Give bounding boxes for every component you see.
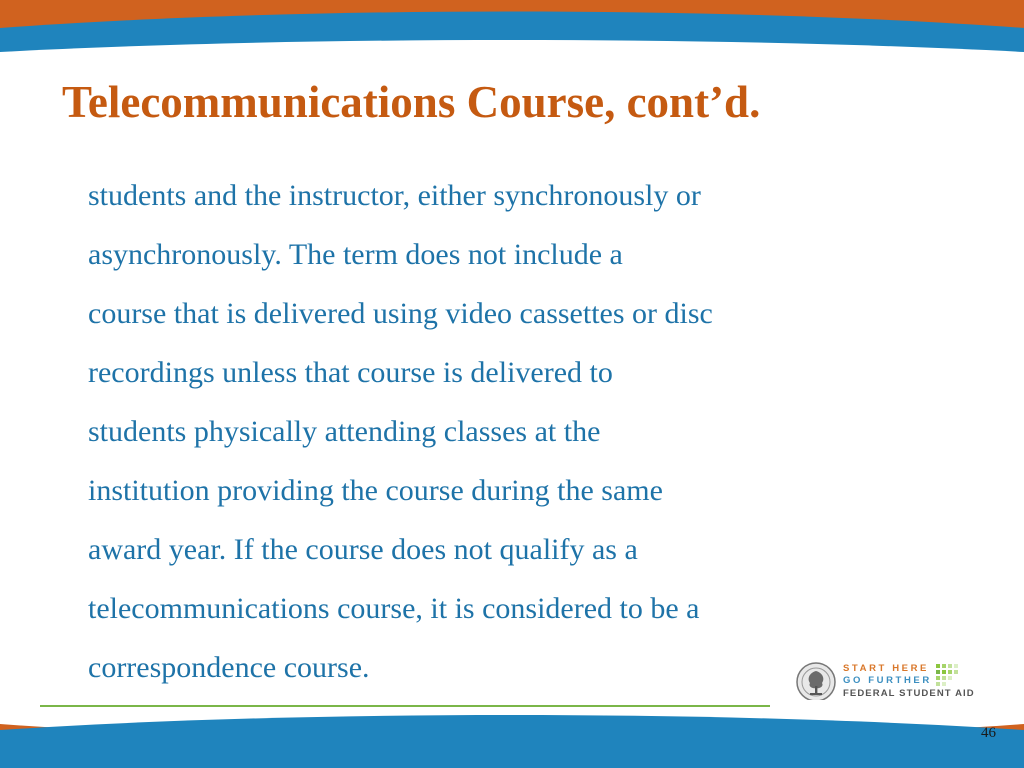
body-line: correspondence course. <box>88 651 370 684</box>
logo-line-federal-student-aid: FEDERAL STUDENT AID <box>843 688 975 699</box>
bottom-decorative-band <box>0 700 1024 768</box>
logo-line-go-further: GO FURTHER <box>843 675 932 686</box>
logo-line-start-here: START HERE <box>843 663 929 674</box>
body-line: recordings unless that course is delivered to <box>88 356 613 389</box>
body-line: asynchronously. The term does not include a <box>88 238 623 271</box>
body-line: telecommunications course, it is considered to be a <box>88 592 700 625</box>
slide-title: Telecommunications Course, cont’d. <box>62 77 761 127</box>
page-number: 46 <box>981 725 996 741</box>
body-line: course that is delivered using video cassettes or disc <box>88 297 713 330</box>
logo-dot-grid-icon <box>936 664 964 686</box>
body-line: award year. If the course does not qualify as a <box>88 533 638 566</box>
department-of-education-seal-icon <box>796 662 836 702</box>
top-decorative-band <box>0 0 1024 70</box>
body-line: institution providing the course during the same <box>88 474 663 507</box>
body-line: students and the instructor, either synchronously or <box>88 179 701 212</box>
body-line: students physically attending classes at the <box>88 415 601 448</box>
body-paragraph <box>88 166 928 697</box>
